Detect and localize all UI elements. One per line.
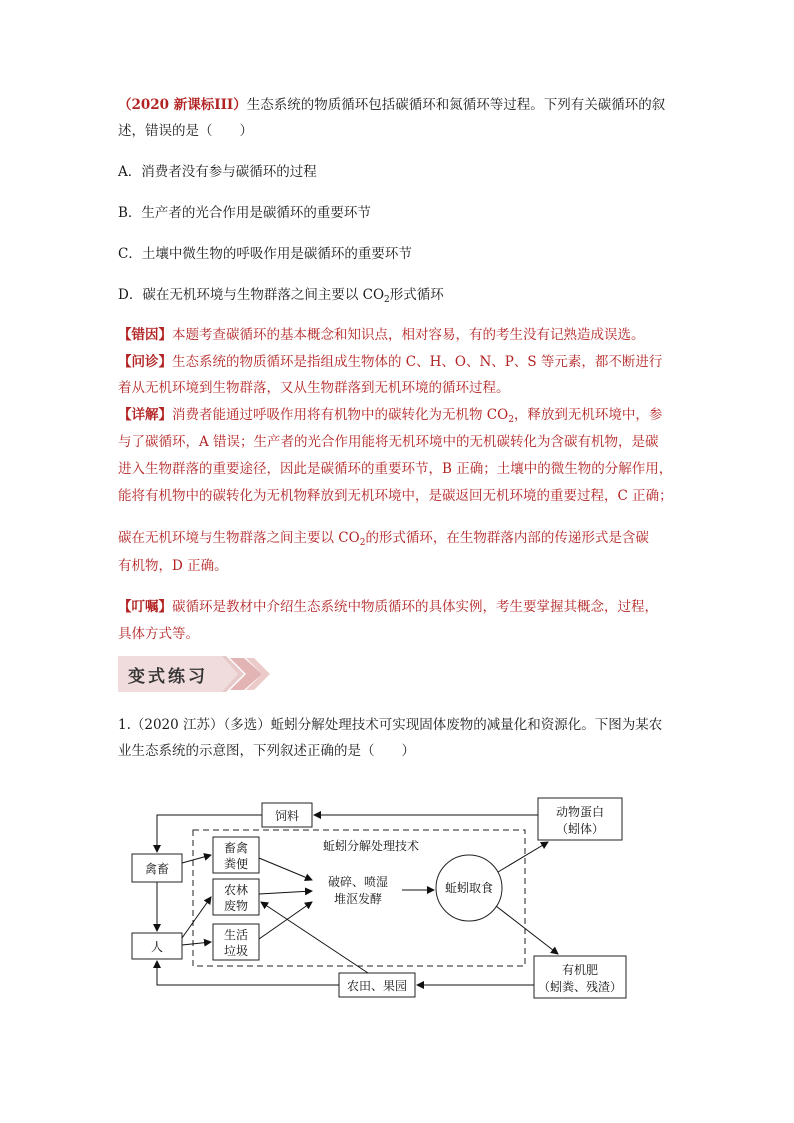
xiangjie-line-6: 有机物，D 正确。 [118, 558, 228, 574]
human-label: 人 [150, 940, 164, 954]
livestock-label: 禽畜 [144, 862, 170, 876]
dingzhu-tag: 【叮嘱】 [118, 599, 172, 615]
process-label-2: 堆沤发酵 [333, 892, 383, 906]
option-d [118, 285, 678, 310]
cuoyin-line [118, 325, 678, 345]
manure-label-2: 粪便 [223, 857, 249, 871]
dingzhu-text-1: 碳循环是教材中介绍生态系统中物质循环的具体实例，考生要掌握其概念，过程， [172, 599, 658, 615]
option-c: C．土壤中微生物的呼吸作用是碳循环的重要环节 [118, 246, 412, 262]
xiangjie-text-5: 碳在无机环境与生物群落之间主要以 CO [118, 530, 360, 546]
section-banner [118, 656, 270, 692]
option-a: A．消费者没有参与碳循环的过程 [118, 164, 317, 180]
cuoyin-tag: 【错因】 [118, 327, 172, 343]
xiangjie-subscript-1: 2 [508, 415, 514, 425]
garbage-label-2: 垃圾 [223, 944, 249, 958]
xiangjie-line-3: 进入生物群落的重要途径，因此是碳循环的重要环节，B 正确；土壤中的微生物的分解作用， [118, 461, 673, 477]
feed-label: 饲料 [274, 809, 300, 823]
wenzhen-tag: 【问诊】 [118, 354, 172, 370]
manure-label-1: 畜禽 [223, 841, 249, 855]
xiangjie-tag: 【详解】 [118, 407, 172, 423]
fertilizer-label-1: 有机肥 [561, 963, 599, 977]
dingzhu-line-2: 具体方式等。 [118, 626, 199, 642]
question-source: （2020 新课标III） [118, 97, 247, 113]
xiangjie-text-1-end: ，释放到无机环境中，参 [513, 407, 663, 423]
process-label-1: 破碎、喷湿 [327, 875, 389, 889]
animal-protein-label-1: 动物蛋白 [555, 805, 605, 819]
option-d-subscript: 2 [384, 295, 390, 305]
waste-label-2: 废物 [223, 899, 249, 913]
wenzhen-line-1 [118, 352, 678, 372]
wenzhen-text-1: 生态系统的物质循环是指组成生物体的 C、H、O、N、P、S 等元素，都不断进行 [172, 354, 663, 370]
fertilizer-label-2: （蚓粪、残渣） [537, 980, 623, 994]
question-stem-text: 生态系统的物质循环包括碳循环和氮循环等过程。下列有关碳循环的叙 [246, 97, 666, 113]
option-d-text: D．碳在无机环境与生物群落之间主要以 CO [118, 287, 385, 303]
xiangjie-line-1 [118, 405, 678, 430]
exercise-line-2: 业生态系统的示意图，下列叙述正确的是（ ） [118, 743, 415, 759]
farmland-label: 农田、果园 [346, 979, 408, 993]
ecosystem-diagram [128, 790, 638, 1005]
tech-label: 蚯蚓分解处理技术 [322, 839, 420, 853]
cuoyin-text: 本题考查碳循环的基本概念和知识点，相对容易，有的考生没有记熟造成误选。 [172, 327, 645, 343]
dingzhu-line-1 [118, 597, 678, 617]
question-stem-line-2: 述，错误的是（ ） [118, 123, 253, 139]
xiangjie-line-4: 能将有机物中的碳转化为无机物释放到无机环境中，是碳返回无机环境的重要过程，C 正确； [118, 488, 673, 504]
exercise-line-1: 1.（2020 江苏）（多选）蚯蚓分解处理技术可实现固体废物的减量化和资源化。下图为某农 [118, 717, 663, 733]
option-b: B．生产者的光合作用是碳循环的重要环节 [118, 205, 371, 221]
xiangjie-subscript-5: 2 [359, 538, 366, 548]
waste-label-1: 农林 [223, 883, 249, 897]
option-d-text-end: 形式循环 [389, 287, 444, 303]
garbage-label-1: 生活 [223, 928, 249, 942]
xiangjie-text-1: 消费者能通过呼吸作用将有机物中的碳转化为无机物 CO [172, 407, 509, 423]
wenzhen-line-2: 着从无机环境到生物群落，又从生物群落到无机环境的循环过程。 [118, 380, 510, 396]
animal-protein-label-2: （蚓体） [555, 822, 605, 836]
xiangjie-text-5-end: 的形式循环，在生物群落内部的传递形式是含碳 [365, 530, 649, 546]
xiangjie-line-5 [118, 528, 678, 553]
xiangjie-line-2: 与了碳循环，A 错误；生产者的光合作用能将无机环境中的无机碳转化为含碳有机物，是碳 [118, 434, 659, 450]
question-stem-line-1 [118, 95, 678, 115]
banner-label: 变式练习 [128, 667, 208, 687]
earthworm-label: 蚯蚓取食 [444, 881, 494, 895]
